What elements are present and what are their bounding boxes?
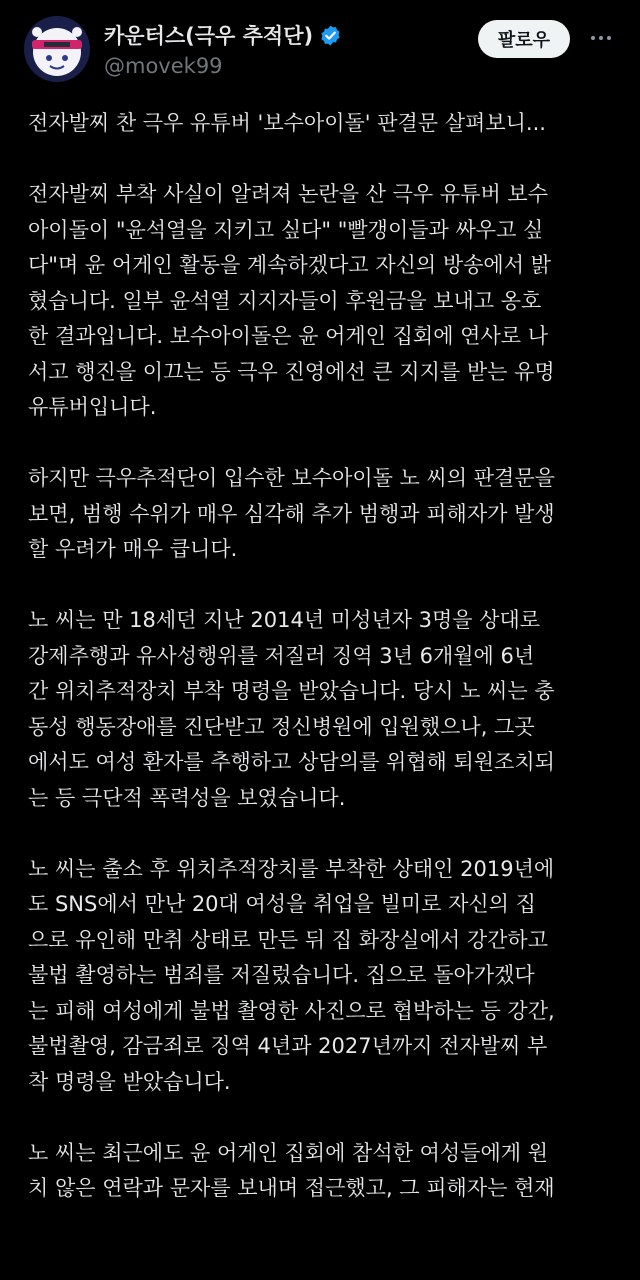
verified-badge-icon [319,24,342,47]
post-paragraph: 노 씨는 최근에도 윤 어게인 집회에 참석한 여성들에게 원 치 않은 연락과 문자를 보내며 접근했고, 그 피해자는 현재 [28,1140,555,1200]
display-name[interactable]: 카운터스(극우 추적단) [104,24,314,48]
follow-button[interactable]: 팔로우 [478,20,570,58]
display-name-row [104,20,342,50]
post-paragraph: 전자발찌 찬 극우 유튜버 '보수아이돌' 판결문 살펴보니... [28,111,546,135]
post-paragraph: 전자발찌 부착 사실이 알려져 논란을 산 극우 유튜버 보수 아이돌이 "윤석열을 지키고 싶다" "빨갱이들과 싸우고 싶 다"며 윤 어게인 활동을 계속하겠다고 자신의 방송에서 밝 혔습니다. 일부 윤석열 지지자들이 후원금을 보내고 옹호 한 결과입니다. 보수아이돌은 윤 어게인 집회에 연사로 나 서고 행진을 이끄는 등 극우 진영에선 큰 지지를 받는 유명 유튜버입니다. [28,182,555,419]
avatar[interactable] [24,16,90,82]
post-text [28,106,618,1242]
tweet-header [0,0,640,100]
post-paragraph: 노 씨는 만 18세던 지난 2014년 미성년자 3명을 상대로 강제추행과 유사성행위를 저질러 징역 3년 6개월에 6년 간 위치추적장치 부착 명령을 받았습니다. 당시 노 씨는 충 동성 행동장애를 진단받고 정신병원에 입원했으나, 그곳 에서도 여성 환자를 추행하고 상담의를 위협해 퇴원조치되 는 등 극단적 폭력성을 보였습니다. [28,608,555,810]
more-options-icon[interactable] [586,26,616,50]
post-paragraph: 하지만 극우추적단이 입수한 보수아이돌 노 씨의 판결문을 보면, 범행 수위가 매우 심각해 추가 범행과 피해자가 발생 할 우려가 매우 큽니다. [28,466,555,561]
avatar-image [24,16,90,82]
post-paragraph: 노 씨는 출소 후 위치추적장치를 부착한 상태인 2019년에 도 SNS에서 만난 20대 여성을 취업을 빌미로 자신의 집 으로 유인해 만취 상태로 만든 뒤 집 화장실에서 강간하고 불법 촬영하는 범죄를 저질렀습니다. 집으로 돌아가겠다 는 피해 여성에게 불법 촬영한 사진으로 협박하는 등 강간, 불법촬영, 감금죄로 징역 4년과 2027년까지 전자발찌 부 착 명령을 받았습니다. [28,856,555,1094]
user-handle[interactable]: @movek99 [104,54,223,78]
